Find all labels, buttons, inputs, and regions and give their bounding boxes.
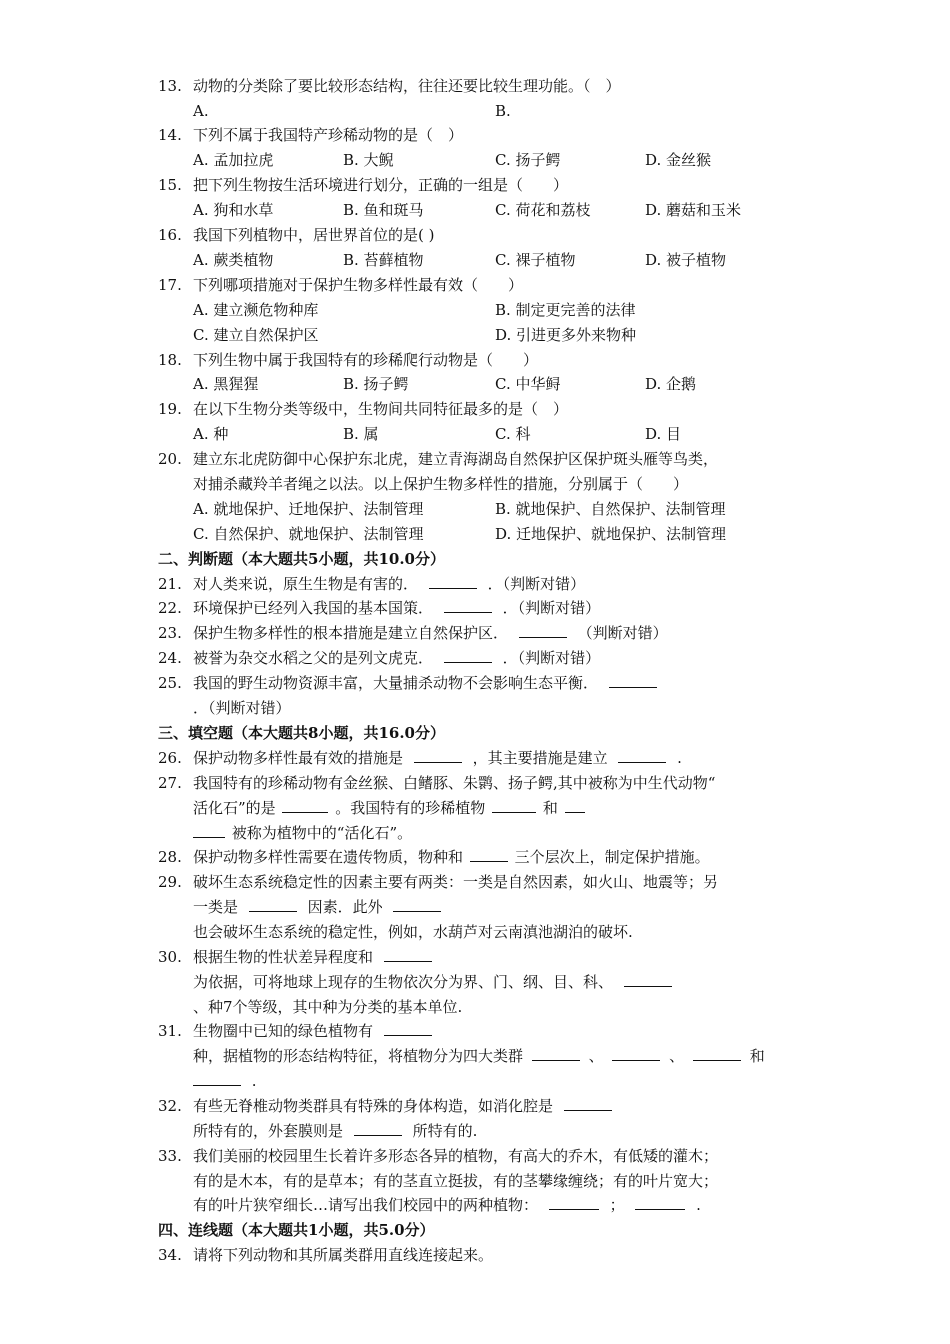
question-text: 下列哪项措施对于保护生物多样性最有效（ ）	[193, 276, 524, 294]
question-text	[193, 947, 438, 967]
answer-blank[interactable]	[384, 1021, 432, 1036]
question-text	[193, 598, 600, 618]
text-segment: 为依据，可将地球上现存的生物依次分为界、门、纲、目、科、	[193, 973, 614, 991]
question-number: 34.	[158, 1246, 182, 1264]
text-segment: 根据生物的性状差异程度和	[193, 948, 374, 966]
answer-blank[interactable]	[609, 673, 657, 688]
option-a: A. 孟加拉虎	[193, 151, 274, 169]
answer-blank[interactable]	[384, 947, 432, 962]
option-c: C. 建立自然保护区	[193, 326, 319, 344]
question-text: 、种7个等级，其中种为分类的基本单位.	[193, 998, 463, 1016]
question-text: 在以下生物分类等级中，生物间共同特征最多的是（ ）	[193, 400, 569, 418]
question-stem: 保护生物多样性的根本措施是建立自然保护区．	[193, 624, 509, 642]
option-c: C. 荷花和荔枝	[495, 201, 591, 219]
option-c: C. 中华鲟	[495, 375, 561, 393]
option-a: A. 狗和水草	[193, 201, 274, 219]
answer-blank[interactable]	[618, 748, 666, 763]
answer-blank[interactable]	[282, 798, 328, 813]
answer-blank[interactable]	[393, 897, 441, 912]
option-a: A. 黑猩猩	[193, 375, 259, 393]
question-number: 23.	[158, 624, 182, 642]
option-b: B. 苔藓植物	[343, 251, 424, 269]
question-text: 把下列生物按生活环境进行划分，正确的一组是（ ）	[193, 176, 569, 194]
text-segment: 种，据植物的形态结构特征，将植物分为四大类群	[193, 1047, 524, 1065]
text-segment: 。我国特有的珍稀植物	[335, 799, 486, 817]
option-c: C. 自然保护、就地保护、法制管理	[193, 525, 424, 543]
option-b: B. 大鲵	[343, 151, 394, 169]
answer-blank[interactable]	[470, 847, 508, 862]
option-d: D. 金丝猴	[645, 151, 712, 169]
text-segment: 活化石”的是	[193, 799, 276, 817]
question-text: 下列生物中属于我国特有的珍稀爬行动物是（ ）	[193, 351, 539, 369]
option-d: D. 迁地保护、就地保护、法制管理	[495, 525, 727, 543]
option-d: D. 目	[645, 425, 682, 443]
question-text: 请将下列动物和其所属类群用直线连接起来。	[193, 1246, 494, 1264]
option-d: D. 企鹅	[645, 375, 697, 393]
option-a: A.	[193, 102, 209, 120]
question-text	[193, 897, 447, 917]
option-a: A. 建立濒危物种库	[193, 301, 319, 319]
answer-blank[interactable]	[444, 648, 492, 663]
option-b: B. 扬子鳄	[343, 375, 409, 393]
question-stem: 环境保护已经列入我国的基本国策．	[193, 599, 434, 617]
question-text: 建立东北虎防御中心保护东北虎，建立青海湖岛自然保护区保护斑头雁等鸟类，	[193, 450, 719, 468]
answer-blank[interactable]	[354, 1121, 402, 1136]
option-b: B. 鱼和斑马	[343, 201, 424, 219]
question-text: 动物的分类除了要比较形态结构，往往还要比较生理功能。（ ）	[193, 77, 621, 95]
text-segment: .	[677, 749, 682, 767]
question-text: 我们美丽的校园里生长着许多形态各异的植物，有高大的乔木，有低矮的灌木；	[193, 1147, 719, 1165]
question-number: 26.	[158, 749, 182, 767]
question-stem: 被誉为杂交水稻之父的是列文虎克．	[193, 649, 434, 667]
answer-blank[interactable]	[565, 798, 585, 813]
answer-blank[interactable]	[193, 823, 225, 838]
question-suffix: ．（判断对错）	[502, 599, 601, 617]
answer-blank[interactable]	[635, 1195, 685, 1210]
answer-blank[interactable]	[532, 1046, 580, 1061]
question-text	[193, 1195, 701, 1215]
question-suffix: ．（判断对错）	[193, 699, 291, 717]
text-segment: 有些无脊椎动物类群具有特殊的身体构造，如消化腔是	[193, 1097, 554, 1115]
answer-blank[interactable]	[624, 972, 672, 987]
question-text: 我国下列植物中，居世界首位的是( )	[193, 226, 435, 244]
question-number: 31.	[158, 1022, 182, 1040]
answer-blank[interactable]	[564, 1096, 612, 1111]
text-segment: ，其主要措施是建立	[472, 749, 608, 767]
question-suffix: ．（判断对错）	[487, 575, 586, 593]
question-number: 15.	[158, 176, 182, 194]
question-text: 对捕杀藏羚羊者绳之以法。以上保护生物多样性的措施，分别属于（ ）	[193, 475, 689, 493]
question-number: 20.	[158, 450, 182, 468]
option-a: A. 种	[193, 425, 229, 443]
answer-blank[interactable]	[612, 1046, 660, 1061]
option-b: B.	[495, 102, 511, 120]
question-text	[193, 1121, 477, 1141]
question-text	[193, 623, 668, 643]
question-number: 13.	[158, 77, 182, 95]
option-d: D. 被子植物	[645, 251, 727, 269]
section-heading: 四、连线题（本大题共1小题，共5.0分）	[158, 1221, 435, 1239]
text-segment: 、	[588, 1047, 604, 1065]
text-segment: 被称为植物中的“活化石”。	[231, 824, 413, 842]
question-text	[193, 798, 587, 818]
question-text	[193, 748, 682, 768]
question-number: 32.	[158, 1097, 182, 1115]
answer-blank[interactable]	[249, 897, 297, 912]
question-number: 27.	[158, 774, 182, 792]
option-c: C. 扬子鳄	[495, 151, 561, 169]
question-text: 我国特有的珍稀动物有金丝猴、白鳍豚、朱鹮、扬子鳄,其中被称为中生代动物“	[193, 774, 716, 792]
option-d: D. 引进更多外来物种	[495, 326, 637, 344]
question-number: 33.	[158, 1147, 182, 1165]
text-segment: 、	[669, 1047, 685, 1065]
section-heading: 三、填空题（本大题共8小题，共16.0分）	[158, 724, 445, 742]
question-number: 22.	[158, 599, 182, 617]
question-text	[193, 847, 710, 867]
question-stem: 对人类来说，原生生物是有害的．	[193, 575, 419, 593]
question-number: 21.	[158, 575, 182, 593]
answer-blank[interactable]	[519, 623, 567, 638]
question-text	[193, 1021, 438, 1041]
text-segment: 因素．此外	[307, 898, 383, 916]
text-segment: ；	[609, 1196, 625, 1214]
text-segment: 三个层次上，制定保护措施。	[514, 848, 710, 866]
text-segment: 保护动物多样性需要在遗传物质，物种和	[193, 848, 464, 866]
option-d: D. 蘑菇和玉米	[645, 201, 742, 219]
question-number: 28.	[158, 848, 182, 866]
question-number: 24.	[158, 649, 182, 667]
question-number: 18.	[158, 351, 182, 369]
question-text	[193, 1096, 618, 1116]
text-segment: 所特有的.	[412, 1122, 478, 1140]
question-text: 有的是木本，有的是草本；有的茎直立挺拔，有的茎攀缘缠绕；有的叶片宽大；	[193, 1172, 719, 1190]
question-text	[193, 1071, 257, 1091]
question-number: 19.	[158, 400, 182, 418]
text-segment: .	[251, 1072, 257, 1090]
question-text	[193, 648, 600, 668]
question-number: 29.	[158, 873, 182, 891]
question-text	[193, 823, 412, 843]
question-number: 17.	[158, 276, 182, 294]
section-heading: 二、判断题（本大题共5小题，共10.0分）	[158, 550, 445, 568]
option-b: B. 属	[343, 425, 379, 443]
question-text	[193, 574, 585, 594]
option-b: B. 制定更完善的法律	[495, 301, 636, 319]
answer-blank[interactable]	[429, 574, 477, 589]
option-c: C. 科	[495, 425, 531, 443]
question-text	[193, 972, 678, 992]
question-number: 16.	[158, 226, 182, 244]
text-segment: 和	[749, 1047, 765, 1065]
question-text: 下列不属于我国特产珍稀动物的是（ ）	[193, 126, 464, 144]
option-a: A. 就地保护、迁地保护、法制管理	[193, 500, 424, 518]
question-stem: 我国的野生动物资源丰富，大量捕杀动物不会影响生态平衡．	[193, 674, 599, 692]
question-suffix: （判断对错）	[577, 624, 668, 642]
option-b: B. 就地保护、自然保护、法制管理	[495, 500, 726, 518]
text-segment: 有的叶片狭窄细长…请写出我们校园中的两种植物：	[193, 1196, 539, 1214]
question-suffix: ．（判断对错）	[502, 649, 601, 667]
text-segment: 和	[542, 799, 558, 817]
question-number: 14.	[158, 126, 182, 144]
text-segment: 所特有的，外套膜则是	[193, 1122, 344, 1140]
answer-blank[interactable]	[414, 748, 462, 763]
question-text: 破坏生态系统稳定性的因素主要有两类：一类是自然因素，如火山、地震等；另	[193, 873, 719, 891]
option-c: C. 裸子植物	[495, 251, 576, 269]
text-segment: 保护动物多样性最有效的措施是	[193, 749, 404, 767]
answer-blank[interactable]	[444, 598, 492, 613]
question-number: 30.	[158, 948, 182, 966]
question-text	[193, 1046, 765, 1066]
answer-blank[interactable]	[492, 798, 536, 813]
question-text: 也会破坏生态系统的稳定性，例如，水葫芦对云南滇池湖泊的破坏.	[193, 923, 633, 941]
text-segment: 生物圈中已知的绿色植物有	[193, 1022, 374, 1040]
option-a: A. 蕨类植物	[193, 251, 274, 269]
text-segment: 一类是	[193, 898, 239, 916]
question-text	[193, 673, 663, 693]
answer-blank[interactable]	[549, 1195, 599, 1210]
question-number: 25.	[158, 674, 182, 692]
answer-blank[interactable]	[693, 1046, 741, 1061]
answer-blank[interactable]	[193, 1071, 241, 1086]
text-segment: .	[696, 1196, 701, 1214]
